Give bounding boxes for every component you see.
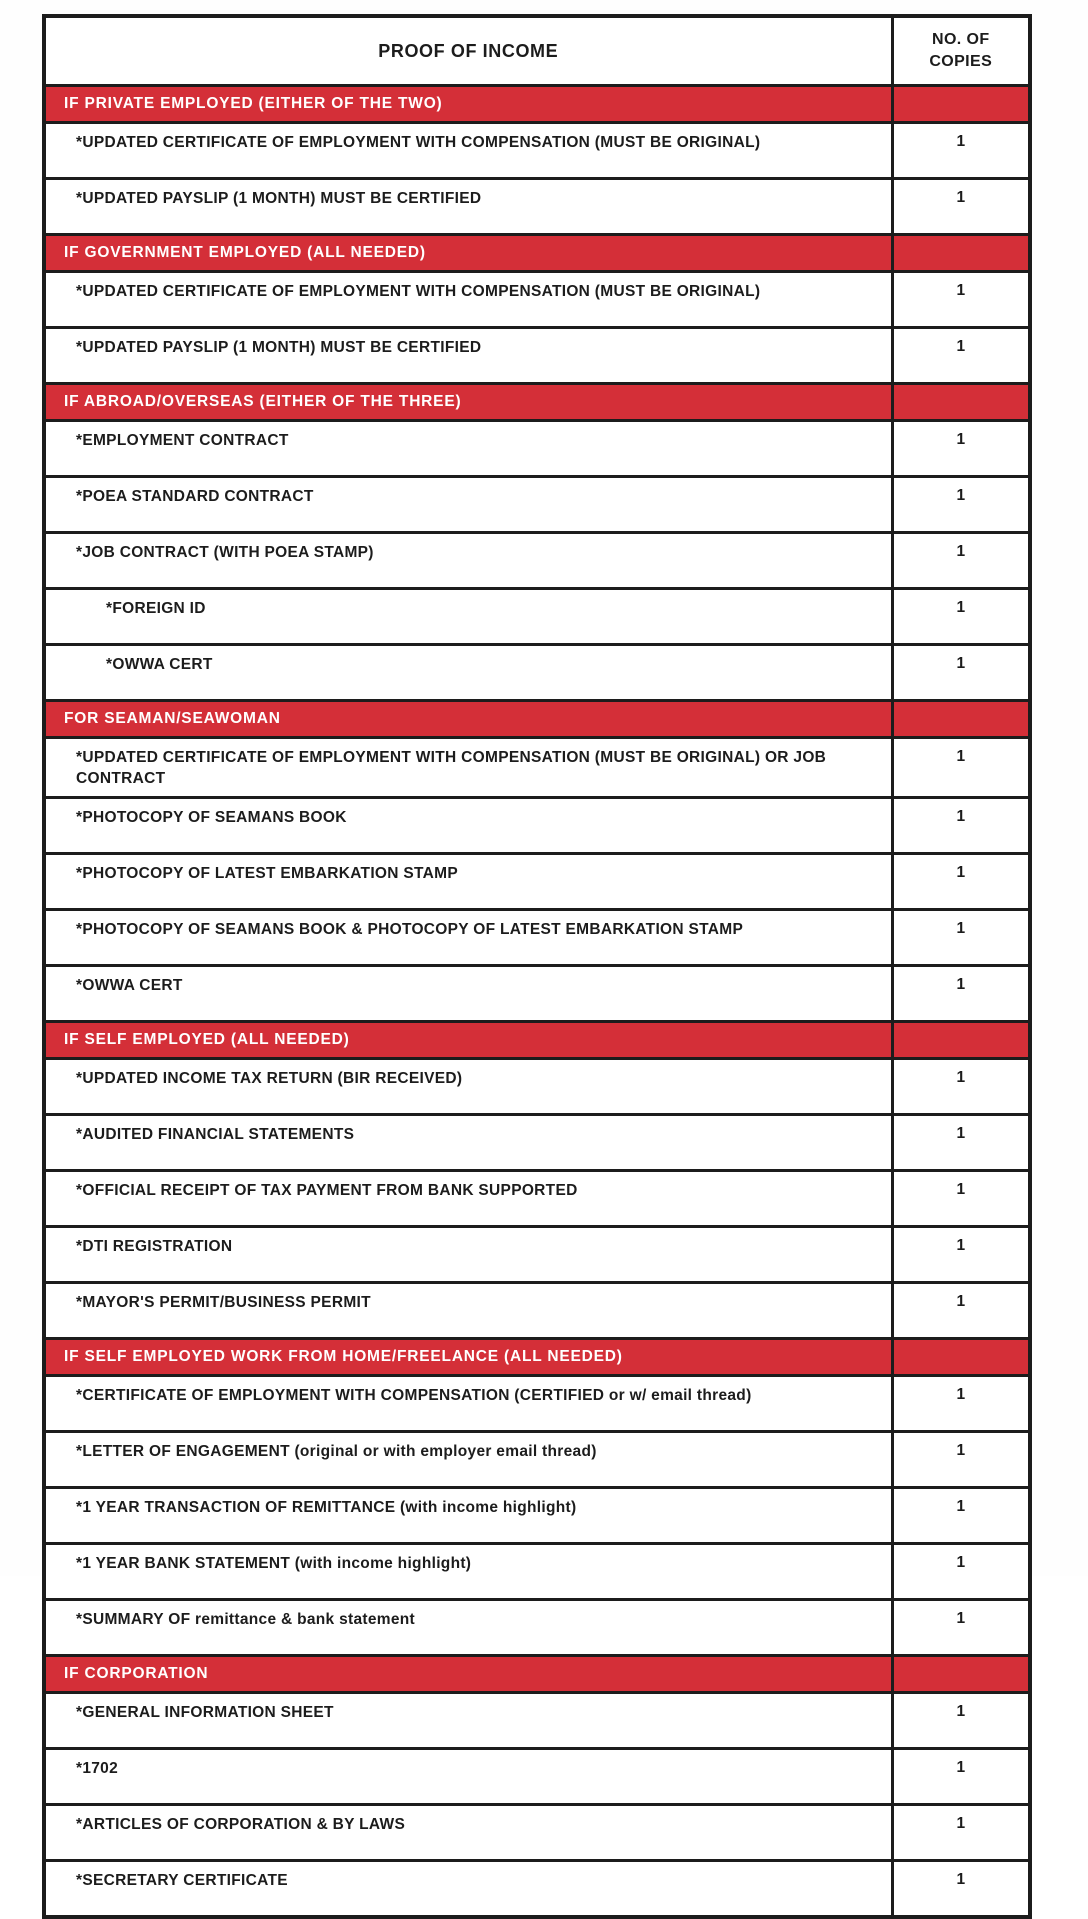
section-copies-empty-cell	[892, 1338, 1030, 1375]
item-label: *OFFICIAL RECEIPT OF TAX PAYMENT FROM BANK SUPPORTED	[44, 1170, 892, 1226]
item-row	[44, 909, 1030, 965]
item-copies-count: 1	[892, 853, 1030, 909]
column-header-proof-of-income: PROOF OF INCOME	[44, 16, 892, 86]
item-label: *LETTER OF ENGAGEMENT (original or with employer email thread)	[44, 1431, 892, 1487]
item-label: *PHOTOCOPY OF SEAMANS BOOK & PHOTOCOPY OF LATEST EMBARKATION STAMP	[44, 909, 892, 965]
item-label: *POEA STANDARD CONTRACT	[44, 477, 892, 533]
item-copies-count: 1	[892, 1860, 1030, 1917]
item-copies-count: 1	[892, 965, 1030, 1021]
item-row	[44, 477, 1030, 533]
item-copies-count: 1	[892, 645, 1030, 701]
item-row	[44, 533, 1030, 589]
item-label: *UPDATED INCOME TAX RETURN (BIR RECEIVED)	[44, 1058, 892, 1114]
item-row	[44, 1748, 1030, 1804]
section-header-row	[44, 235, 1030, 272]
item-row	[44, 328, 1030, 384]
item-row	[44, 1282, 1030, 1338]
item-row	[44, 1599, 1030, 1655]
item-copies-count: 1	[892, 1692, 1030, 1748]
item-row	[44, 421, 1030, 477]
section-header-row	[44, 86, 1030, 123]
section-header-row	[44, 1338, 1030, 1375]
item-row	[44, 589, 1030, 645]
item-label: *UPDATED PAYSLIP (1 MONTH) MUST BE CERTIFIED	[44, 328, 892, 384]
item-row	[44, 272, 1030, 328]
item-label: *JOB CONTRACT (WITH POEA STAMP)	[44, 533, 892, 589]
item-row	[44, 1114, 1030, 1170]
item-label: *DTI REGISTRATION	[44, 1226, 892, 1282]
item-copies-count: 1	[892, 1748, 1030, 1804]
item-row	[44, 1431, 1030, 1487]
item-copies-count: 1	[892, 123, 1030, 179]
item-row	[44, 1692, 1030, 1748]
item-row	[44, 1375, 1030, 1431]
item-copies-count: 1	[892, 1170, 1030, 1226]
item-row	[44, 1804, 1030, 1860]
item-row	[44, 965, 1030, 1021]
item-copies-count: 1	[892, 272, 1030, 328]
item-copies-count: 1	[892, 738, 1030, 798]
item-label: *PHOTOCOPY OF LATEST EMBARKATION STAMP	[44, 853, 892, 909]
item-label: *UPDATED PAYSLIP (1 MONTH) MUST BE CERTIFIED	[44, 179, 892, 235]
item-row	[44, 1170, 1030, 1226]
section-title: IF SELF EMPLOYED WORK FROM HOME/FREELANCE (ALL NEEDED)	[44, 1338, 892, 1375]
item-copies-count: 1	[892, 1599, 1030, 1655]
item-copies-count: 1	[892, 477, 1030, 533]
item-copies-count: 1	[892, 1804, 1030, 1860]
section-title: IF SELF EMPLOYED (ALL NEEDED)	[44, 1021, 892, 1058]
item-row	[44, 853, 1030, 909]
item-row	[44, 1058, 1030, 1114]
item-copies-count: 1	[892, 533, 1030, 589]
section-copies-empty-cell	[892, 384, 1030, 421]
item-copies-count: 1	[892, 1487, 1030, 1543]
item-copies-count: 1	[892, 1431, 1030, 1487]
item-copies-count: 1	[892, 421, 1030, 477]
section-copies-empty-cell	[892, 235, 1030, 272]
item-copies-count: 1	[892, 1543, 1030, 1599]
item-label: *SECRETARY CERTIFICATE	[44, 1860, 892, 1917]
proof-of-income-table	[42, 14, 1032, 1919]
item-copies-count: 1	[892, 1114, 1030, 1170]
section-title: IF CORPORATION	[44, 1655, 892, 1692]
item-row	[44, 645, 1030, 701]
item-label: *UPDATED CERTIFICATE OF EMPLOYMENT WITH COMPENSATION (MUST BE ORIGINAL)	[44, 123, 892, 179]
item-label: *CERTIFICATE OF EMPLOYMENT WITH COMPENSATION (CERTIFIED or w/ email thread)	[44, 1375, 892, 1431]
item-copies-count: 1	[892, 909, 1030, 965]
item-row	[44, 123, 1030, 179]
item-label: *GENERAL INFORMATION SHEET	[44, 1692, 892, 1748]
item-row	[44, 738, 1030, 798]
item-row	[44, 1860, 1030, 1917]
item-row	[44, 1487, 1030, 1543]
section-copies-empty-cell	[892, 1655, 1030, 1692]
item-copies-count: 1	[892, 1375, 1030, 1431]
section-title: FOR SEAMAN/SEAWOMAN	[44, 701, 892, 738]
item-label: *PHOTOCOPY OF SEAMANS BOOK	[44, 797, 892, 853]
item-label: *1 YEAR TRANSACTION OF REMITTANCE (with income highlight)	[44, 1487, 892, 1543]
item-label: *1 YEAR BANK STATEMENT (with income highlight)	[44, 1543, 892, 1599]
item-row	[44, 1226, 1030, 1282]
item-copies-count: 1	[892, 1226, 1030, 1282]
table-body	[44, 86, 1030, 1917]
section-title: IF PRIVATE EMPLOYED (EITHER OF THE TWO)	[44, 86, 892, 123]
item-copies-count: 1	[892, 1282, 1030, 1338]
column-header-no-of-copies: NO. OF COPIES	[892, 16, 1030, 86]
item-row	[44, 179, 1030, 235]
item-row	[44, 1543, 1030, 1599]
item-label: *1702	[44, 1748, 892, 1804]
item-copies-count: 1	[892, 797, 1030, 853]
item-copies-count: 1	[892, 328, 1030, 384]
section-header-row	[44, 1655, 1030, 1692]
section-copies-empty-cell	[892, 86, 1030, 123]
section-header-row	[44, 384, 1030, 421]
item-label: *FOREIGN ID	[44, 589, 892, 645]
item-label: *ARTICLES OF CORPORATION & BY LAWS	[44, 1804, 892, 1860]
section-copies-empty-cell	[892, 1021, 1030, 1058]
item-label: *SUMMARY OF remittance & bank statement	[44, 1599, 892, 1655]
item-copies-count: 1	[892, 589, 1030, 645]
section-header-row	[44, 701, 1030, 738]
item-label: *AUDITED FINANCIAL STATEMENTS	[44, 1114, 892, 1170]
section-title: IF GOVERNMENT EMPLOYED (ALL NEEDED)	[44, 235, 892, 272]
item-copies-count: 1	[892, 1058, 1030, 1114]
item-label: *EMPLOYMENT CONTRACT	[44, 421, 892, 477]
item-label: *OWWA CERT	[44, 645, 892, 701]
table-header-row	[44, 16, 1030, 86]
item-copies-count: 1	[892, 179, 1030, 235]
item-row	[44, 797, 1030, 853]
section-header-row	[44, 1021, 1030, 1058]
item-label: *OWWA CERT	[44, 965, 892, 1021]
item-label: *UPDATED CERTIFICATE OF EMPLOYMENT WITH COMPENSATION (MUST BE ORIGINAL)	[44, 272, 892, 328]
item-label: *UPDATED CERTIFICATE OF EMPLOYMENT WITH COMPENSATION (MUST BE ORIGINAL) OR JOB CONTRACT	[44, 738, 892, 798]
item-label: *MAYOR'S PERMIT/BUSINESS PERMIT	[44, 1282, 892, 1338]
section-copies-empty-cell	[892, 701, 1030, 738]
section-title: IF ABROAD/OVERSEAS (EITHER OF THE THREE)	[44, 384, 892, 421]
